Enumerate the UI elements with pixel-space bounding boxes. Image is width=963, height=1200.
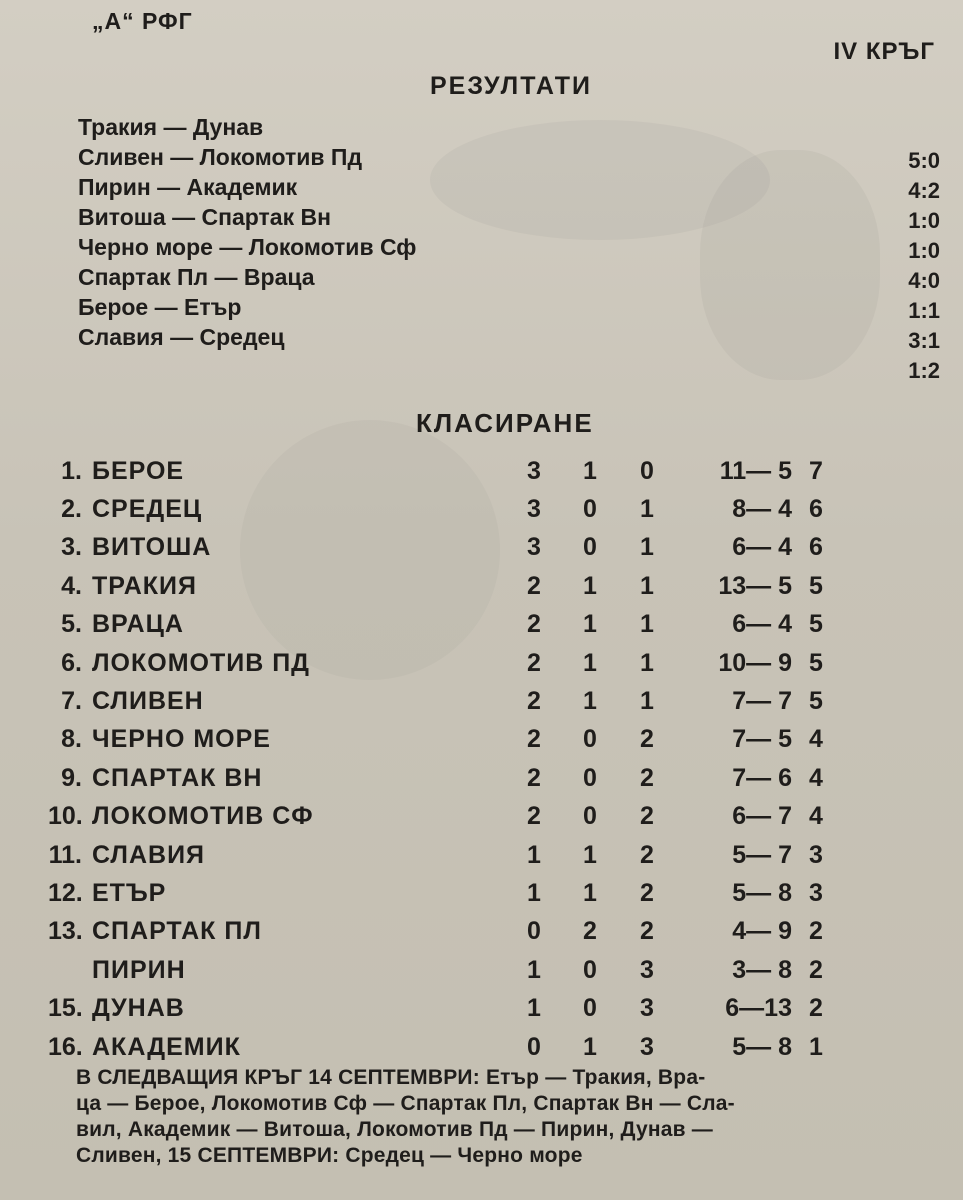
- team-name: СЛАВИЯ: [92, 840, 206, 869]
- team-name: ЛОКОМОТИВ СФ: [92, 802, 314, 831]
- draws: 0: [583, 802, 597, 831]
- team-name: СРЕДЕЦ: [92, 495, 203, 524]
- wins: 1: [527, 878, 541, 907]
- standings-row: [48, 644, 938, 682]
- wins: 3: [527, 533, 541, 562]
- result-score: 3:1: [908, 328, 940, 353]
- team-name: ДУНАВ: [92, 994, 185, 1023]
- wins: 2: [527, 610, 541, 639]
- wins: 2: [527, 763, 541, 792]
- losses: 2: [640, 802, 654, 831]
- losses: 2: [640, 878, 654, 907]
- footer-line: Сливен, 15 СЕПТЕМВРИ: Средец — Черно море: [76, 1144, 583, 1167]
- points: 5: [809, 648, 823, 677]
- standings-row: [48, 721, 938, 759]
- wins: 1: [527, 955, 541, 984]
- goal-difference: 5— 7: [732, 840, 792, 869]
- results-scores: [870, 146, 940, 386]
- losses: 1: [640, 687, 654, 716]
- draws: 1: [583, 878, 597, 907]
- wins: 2: [527, 648, 541, 677]
- standings-row: [48, 452, 938, 490]
- standings-row: [48, 682, 938, 720]
- losses: 1: [640, 495, 654, 524]
- result-match: Славия — Средец: [78, 324, 285, 350]
- result-match: Берое — Етър: [78, 294, 242, 320]
- points: 2: [809, 955, 823, 984]
- result-match: Черно море — Локомотив Сф: [78, 234, 417, 260]
- team-name: СПАРТАК ПЛ: [92, 917, 262, 946]
- result-match: Тракия — Дунав: [78, 114, 264, 140]
- standings-row: [48, 1028, 938, 1066]
- wins: 2: [527, 725, 541, 754]
- draws: 1: [583, 610, 597, 639]
- points: 5: [809, 687, 823, 716]
- position: 16.: [48, 1032, 83, 1061]
- standings-heading: КЛАСИРАНЕ: [416, 408, 594, 438]
- wins: 0: [527, 1032, 541, 1061]
- goal-difference: 4— 9: [732, 917, 792, 946]
- team-name: ВИТОША: [92, 533, 212, 562]
- goal-difference: 7— 5: [732, 725, 792, 754]
- position: 6.: [61, 648, 82, 677]
- next-round-note: [76, 1065, 926, 1169]
- points: 1: [809, 1032, 823, 1061]
- league-title: „А“ РФГ: [92, 8, 193, 34]
- draws: 1: [583, 571, 597, 600]
- draws: 1: [583, 687, 597, 716]
- team-name: АКАДЕМИК: [92, 1032, 241, 1061]
- goal-difference: 8— 4: [732, 495, 792, 524]
- goal-difference: 13— 5: [718, 571, 792, 600]
- paper-stain: [700, 150, 880, 380]
- standings-row: [48, 490, 938, 528]
- team-name: СЛИВЕН: [92, 687, 204, 716]
- team-name: ЧЕРНО МОРЕ: [92, 725, 271, 754]
- goal-difference: 6— 7: [732, 802, 792, 831]
- standings-row: [48, 529, 938, 567]
- goal-difference: 7— 6: [732, 763, 792, 792]
- losses: 2: [640, 917, 654, 946]
- points: 4: [809, 802, 823, 831]
- standings-row: [48, 836, 938, 874]
- goal-difference: 5— 8: [732, 878, 792, 907]
- points: 4: [809, 763, 823, 792]
- standings-row: [48, 874, 938, 912]
- wins: 1: [527, 840, 541, 869]
- position: 12.: [48, 878, 83, 907]
- position: 13.: [48, 917, 83, 946]
- team-name: ТРАКИЯ: [92, 571, 197, 600]
- wins: 1: [527, 994, 541, 1023]
- losses: 0: [640, 456, 654, 485]
- standings-row: [48, 606, 938, 644]
- draws: 2: [583, 917, 597, 946]
- draws: 1: [583, 456, 597, 485]
- losses: 1: [640, 533, 654, 562]
- result-score: 1:0: [908, 238, 940, 263]
- draws: 0: [583, 994, 597, 1023]
- wins: 3: [527, 495, 541, 524]
- result-score: 1:1: [908, 298, 940, 323]
- result-match: Пирин — Академик: [78, 174, 298, 200]
- losses: 1: [640, 648, 654, 677]
- position: 1.: [61, 456, 82, 485]
- results-list: [78, 112, 598, 352]
- wins: 2: [527, 571, 541, 600]
- points: 3: [809, 878, 823, 907]
- draws: 0: [583, 495, 597, 524]
- wins: 2: [527, 802, 541, 831]
- team-name: ВРАЦА: [92, 610, 184, 639]
- points: 3: [809, 840, 823, 869]
- standings-row: [48, 759, 938, 797]
- footer-line: вил, Академик — Витоша, Локомотив Пд — Пирин, Дунав —: [76, 1118, 713, 1141]
- goal-difference: 6— 4: [732, 533, 792, 562]
- draws: 1: [583, 840, 597, 869]
- result-score: 5:0: [908, 148, 940, 173]
- losses: 2: [640, 725, 654, 754]
- points: 6: [809, 533, 823, 562]
- wins: 3: [527, 456, 541, 485]
- draws: 0: [583, 533, 597, 562]
- points: 7: [809, 456, 823, 485]
- results-heading: РЕЗУЛТАТИ: [430, 72, 592, 100]
- result-score: 1:0: [908, 208, 940, 233]
- draws: 1: [583, 648, 597, 677]
- draws: 1: [583, 1032, 597, 1061]
- points: 6: [809, 495, 823, 524]
- position: 9.: [61, 763, 82, 792]
- goal-difference: 7— 7: [732, 687, 792, 716]
- position: 8.: [61, 725, 82, 754]
- position: 3.: [61, 533, 82, 562]
- goal-difference: 5— 8: [732, 1032, 792, 1061]
- losses: 3: [640, 1032, 654, 1061]
- draws: 0: [583, 763, 597, 792]
- position: 2.: [61, 495, 82, 524]
- standings-row: [48, 567, 938, 605]
- footer-line: ца — Берое, Локомотив Сф — Спартак Пл, Спартак Вн — Сла-: [76, 1092, 735, 1115]
- team-name: СПАРТАК ВН: [92, 763, 263, 792]
- result-match: Сливен — Локомотив Пд: [78, 144, 363, 170]
- position: 5.: [61, 610, 82, 639]
- result-score: 1:2: [908, 358, 940, 383]
- losses: 2: [640, 840, 654, 869]
- team-name: ПИРИН: [92, 955, 186, 984]
- goal-difference: 10— 9: [718, 648, 792, 677]
- team-name: ЛОКОМОТИВ ПД: [92, 648, 310, 677]
- position: 10.: [48, 802, 83, 831]
- result-match: Витоша — Спартак Вн: [78, 204, 331, 230]
- draws: 0: [583, 955, 597, 984]
- losses: 2: [640, 763, 654, 792]
- goal-difference: 3— 8: [732, 955, 792, 984]
- losses: 3: [640, 955, 654, 984]
- points: 5: [809, 610, 823, 639]
- losses: 3: [640, 994, 654, 1023]
- losses: 1: [640, 571, 654, 600]
- points: 2: [809, 917, 823, 946]
- round-title: IV КРЪГ: [833, 38, 935, 65]
- team-name: БЕРОЕ: [92, 456, 185, 485]
- result-match: Спартак Пл — Враца: [78, 264, 315, 290]
- result-score: 4:2: [908, 178, 940, 203]
- footer-line: В СЛЕДВАЩИЯ КРЪГ 14 СЕПТЕМВРИ: Етър — Тракия, Вра-: [76, 1066, 706, 1089]
- standings-row: [48, 913, 938, 951]
- team-name: ЕТЪР: [92, 878, 167, 907]
- points: 2: [809, 994, 823, 1023]
- standings-row: [48, 798, 938, 836]
- position: 11.: [48, 840, 82, 869]
- goal-difference: 6— 4: [732, 610, 792, 639]
- position: 7.: [61, 687, 82, 716]
- wins: 0: [527, 917, 541, 946]
- standings-row: [48, 951, 938, 989]
- standings-table: [48, 452, 938, 1066]
- position: 15.: [48, 994, 83, 1023]
- losses: 1: [640, 610, 654, 639]
- wins: 2: [527, 687, 541, 716]
- points: 4: [809, 725, 823, 754]
- draws: 0: [583, 725, 597, 754]
- points: 5: [809, 571, 823, 600]
- result-score: 4:0: [908, 268, 940, 293]
- goal-difference: 11— 5: [719, 456, 792, 485]
- position: 4.: [61, 571, 82, 600]
- goal-difference: 6—13: [725, 994, 792, 1023]
- standings-row: [48, 989, 938, 1027]
